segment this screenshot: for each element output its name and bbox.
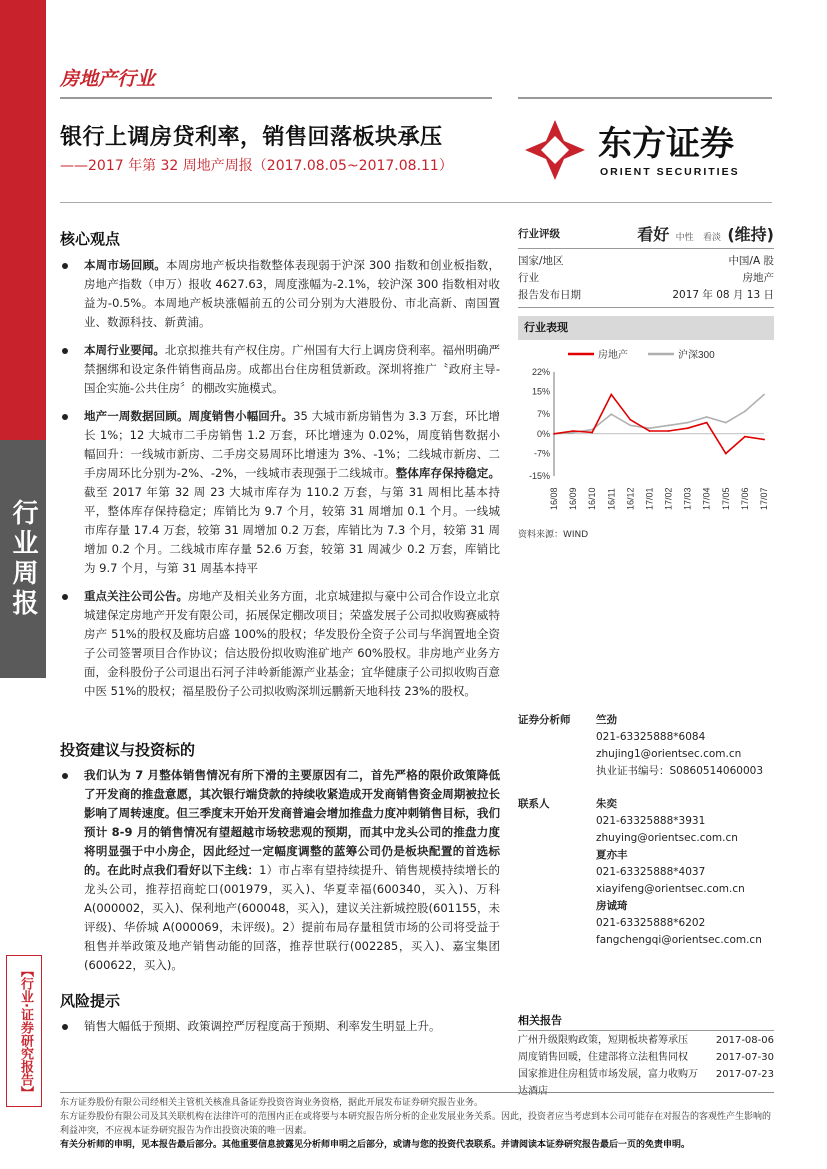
analyst-block — [518, 712, 774, 949]
data-point — [706, 416, 708, 418]
y-tick-label: 22% — [531, 367, 550, 377]
data-point — [572, 430, 574, 432]
data-point — [668, 425, 670, 427]
invest-list — [60, 766, 500, 984]
performance-chart — [518, 344, 774, 520]
x-tick-label: 17/05 — [720, 487, 731, 510]
analyst-entry: 证券分析师 竺劲 021-63325888*6084 zhujing1@orientsec.com.cn 执业证书编号：S0860514060003 — [518, 714, 764, 777]
x-tick-label: 17/01 — [644, 487, 655, 510]
divider — [518, 97, 772, 99]
list-item: 销售大幅低于预期、政策调控严厉程度高于预期、利率发生明显上升。 — [60, 1017, 500, 1036]
rating-row: 报告发布日期 2017 年 08 月 13 日 — [518, 287, 774, 308]
y-tick-label: -7% — [533, 448, 550, 459]
y-tick-label: 15% — [531, 386, 550, 397]
risk-list — [60, 1017, 500, 1045]
report-title: 银行上调房贷利率，销售回落板块承压 — [60, 125, 443, 150]
data-point — [744, 410, 746, 412]
related-item[interactable]: 周度销售回暖，住建部将立法租售同权 2017-07-30 — [518, 1052, 774, 1063]
company-logo — [520, 115, 780, 185]
data-point — [649, 427, 651, 429]
x-tick-label: 16/08 — [549, 487, 559, 510]
side-red-bar — [0, 0, 46, 440]
data-point — [629, 419, 631, 421]
series-line — [554, 395, 764, 454]
data-point — [687, 422, 689, 424]
data-point — [610, 394, 612, 396]
data-point — [610, 413, 612, 415]
footer-disclaimer: 东方证券股份有限公司经相关主管机关核准具备证券投资咨询业务资格，据此开展发布证券研究报告业务。 东方证券股份有限公司及其关联机构在法律许可的范围内正在或将要与本研究报告所分析的企业发展业务关系。因此，投资者应当考虑到本公司可能存在对报告的客观性产生影响的利益冲突，不应视本证券研究报告为作出投资决策的唯一因素。 有关分析师的申明，见本报告最后部分。其他重要信息披露见分析师申明之后部分，或请与您的投资代表联系。并请阅读本证券研究报告最后一页的免责申明。 — [60, 1098, 772, 1150]
core-list — [60, 256, 500, 710]
rating-label: 行业评级 — [518, 228, 560, 240]
list-item: 本周行业要闻。北京拟推共有产权住房。广州国有大行上调房贷利率。福州明确严禁捆绑和设定条件销售商品房。成都出台住房租赁新政。深圳将推广〝政府主导-国企实施-公共住房〞的棚改实施模式。 — [60, 341, 500, 398]
related-item[interactable]: 广州升级限购政策，短期板块蓄筹承压 2017-08-06 — [518, 1035, 774, 1046]
report-subtitle: ——2017 年第 32 周地产周报（2017.08.05~2017.08.11） — [60, 158, 453, 174]
data-point — [763, 439, 765, 441]
list-item: 我们认为 7 月整体销售情况有所下滑的主要原因有二，首先严格的限价政策降低了开发商的推盘意愿，其次银行端贷款的持续收紧造成开发商销售资金周期被拉长影响了周转速度。但三季度末开始开发商普遍会增加推盘力度冲刺销售目标，我们预计 8-9 月的销售情况有望超越市场较悲观的预期，而其中龙头公司的推盘力度将明显强于中小房企，因此经过一定幅度调整的蓝筹公司仍是板块配置的首选标的。在此时点我们看好以下主线：1）市占率有望持续提升、销售规模持续增长的龙头公司，推荐招商蛇口(001979，买入)、华夏幸福(600340，买入)、万科 A(000002，买入)、保利地产(600048，买入)，建议关注新城控股(601155，未评级)、华侨城 A(000069，未评级)。2）提前布局存量租赁市场的公司将受益于租售并举政策及地产销售动能的回落，推荐世联行(002285，买入)、嘉宝集团(600622，买入)。 — [60, 766, 500, 975]
invest-heading: 投资建议与投资标的 — [60, 741, 196, 759]
data-point — [763, 394, 765, 396]
legend-label: 沪深300 — [678, 350, 715, 361]
x-tick-label: 16/12 — [625, 487, 636, 510]
analyst-entry: 联系人 朱奕 021-63325888*3931 zhuying@orientsec.com.cn 夏亦丰 021-63325888*4037 xiayifeng@orientsec.com.cn 房诚琦 021-63325888*6202 fangchengqi@orientsec.com.cn — [518, 798, 762, 946]
rating-value: 看好 — [637, 225, 670, 244]
list-item: 地产一周数据回顾。周度销售小幅回升。35 大城市新房销售为 3.3 万套，环比增长 1%；12 大城市二手房销售 1.2 万套，环比增速为 0.02%，周度销售数据小幅回升：一线城市新房、二手房交易周环比增速为 3%、-1%；二线城市新房、二手房周环比分别为-2%、-2%，一线城市表现强于二线城市。整体库存保持稳定。截至 2017 年第 32 周 23 大城市库存为 110.2 万套，与第 31 周相比基本持平，整体库存保持稳定；库销比为 9.7 个月，较第 31 周增加 0.1 个月。一线城市库存量 17.4 万套，较第 31 周增加 0.2 万套，库销比为 7.3 个月，较第 31 周增加 0.2 个月。二线城市库存量 52.6 万套，较第 31 周减少 0.2 万套，库销比为 9.7 个月，与第 31 周基本持平 — [60, 407, 500, 578]
list-item: 本周市场回顾。本周房地产板块指数整体表现弱于沪深 300 指数和创业板指数，房地产指数（申万）报收 4627.63，周度涨幅为-2.1%，较沪深 300 指数相对收益为-0.5%。本周地产板块涨幅前五的公司分别为大港股份、市北高新、南国置业、数源科技、新黄浦。 — [60, 256, 500, 332]
divider — [60, 202, 772, 203]
rating-row: 行业 房地产 — [518, 272, 774, 284]
related-heading: 相关报告 — [518, 1012, 774, 1031]
data-point — [687, 427, 689, 429]
chart-source: 资料来源：WIND — [518, 530, 589, 540]
risk-heading: 风险提示 — [60, 992, 121, 1010]
sector-label: 房地产行业 — [60, 68, 156, 90]
logo-en-text: ORIENT SECURITIES — [600, 166, 740, 178]
related-item[interactable]: 国家推进住房租赁市场发展，富力收购万 2017-07-23 — [518, 1069, 774, 1080]
x-tick-label: 17/02 — [663, 487, 674, 510]
logo-cn-text: 东方证券 — [598, 125, 734, 163]
related-list — [518, 1032, 774, 1100]
side-label: 【行业·证券研究报告】 — [6, 955, 42, 1107]
y-tick-label: 0% — [536, 428, 550, 439]
divider — [60, 97, 492, 99]
rating-neutral: 中性 — [675, 233, 694, 243]
data-point — [706, 422, 708, 424]
data-point — [553, 433, 555, 435]
data-point — [668, 430, 670, 432]
x-tick-label: 16/10 — [587, 487, 598, 510]
x-tick-label: 17/03 — [682, 487, 693, 510]
y-tick-label: -15% — [528, 471, 550, 481]
rating-box — [518, 222, 774, 308]
data-point — [725, 422, 727, 424]
rating-row: 国家/地区 中国/A 股 — [518, 255, 774, 267]
y-tick-label: 7% — [536, 409, 550, 420]
data-point — [649, 430, 651, 432]
x-tick-label: 16/11 — [606, 488, 617, 510]
legend-label: 房地产 — [598, 350, 628, 361]
x-tick-label: 17/06 — [739, 487, 750, 510]
data-point — [591, 432, 593, 434]
data-point — [744, 436, 746, 438]
rating-bearish: 看淡 — [703, 233, 722, 243]
core-heading: 核心观点 — [60, 230, 121, 248]
divider — [60, 1092, 774, 1093]
orient-logo-icon — [520, 115, 780, 185]
data-point — [629, 425, 631, 427]
data-point — [725, 453, 727, 455]
list-item: 重点关注公司公告。房地产及相关业务方面，北京城建拟与豪中公司合作设立北京城建保定房地产开发有限公司，拓展保定棚改项目；荣盛发展子公司拟收购赛威特房产 51%的股权及廊坊启盛 100%的股权；华发股份全资子公司与华润置地全资子公司签署项目合作协议；信达股份拟收购淮矿地产 60%股权。非房地产业务方面，金科股份子公司退出石河子沣岭新能源产业基金；宜华健康子公司拟收购百意中医 51%的股权；福星股份子公司拟收购深圳远鹏新天地科技 23%的股权。 — [60, 587, 500, 701]
series-line — [554, 395, 764, 434]
performance-heading: 行业表现 — [518, 316, 774, 340]
x-tick-label: 16/09 — [568, 487, 579, 510]
x-tick-label: 17/07 — [759, 487, 769, 510]
x-tick-label: 17/04 — [701, 487, 712, 510]
side-tab-report-type: 行业周报 — [0, 440, 46, 678]
rating-hold: (维持) — [727, 225, 774, 244]
